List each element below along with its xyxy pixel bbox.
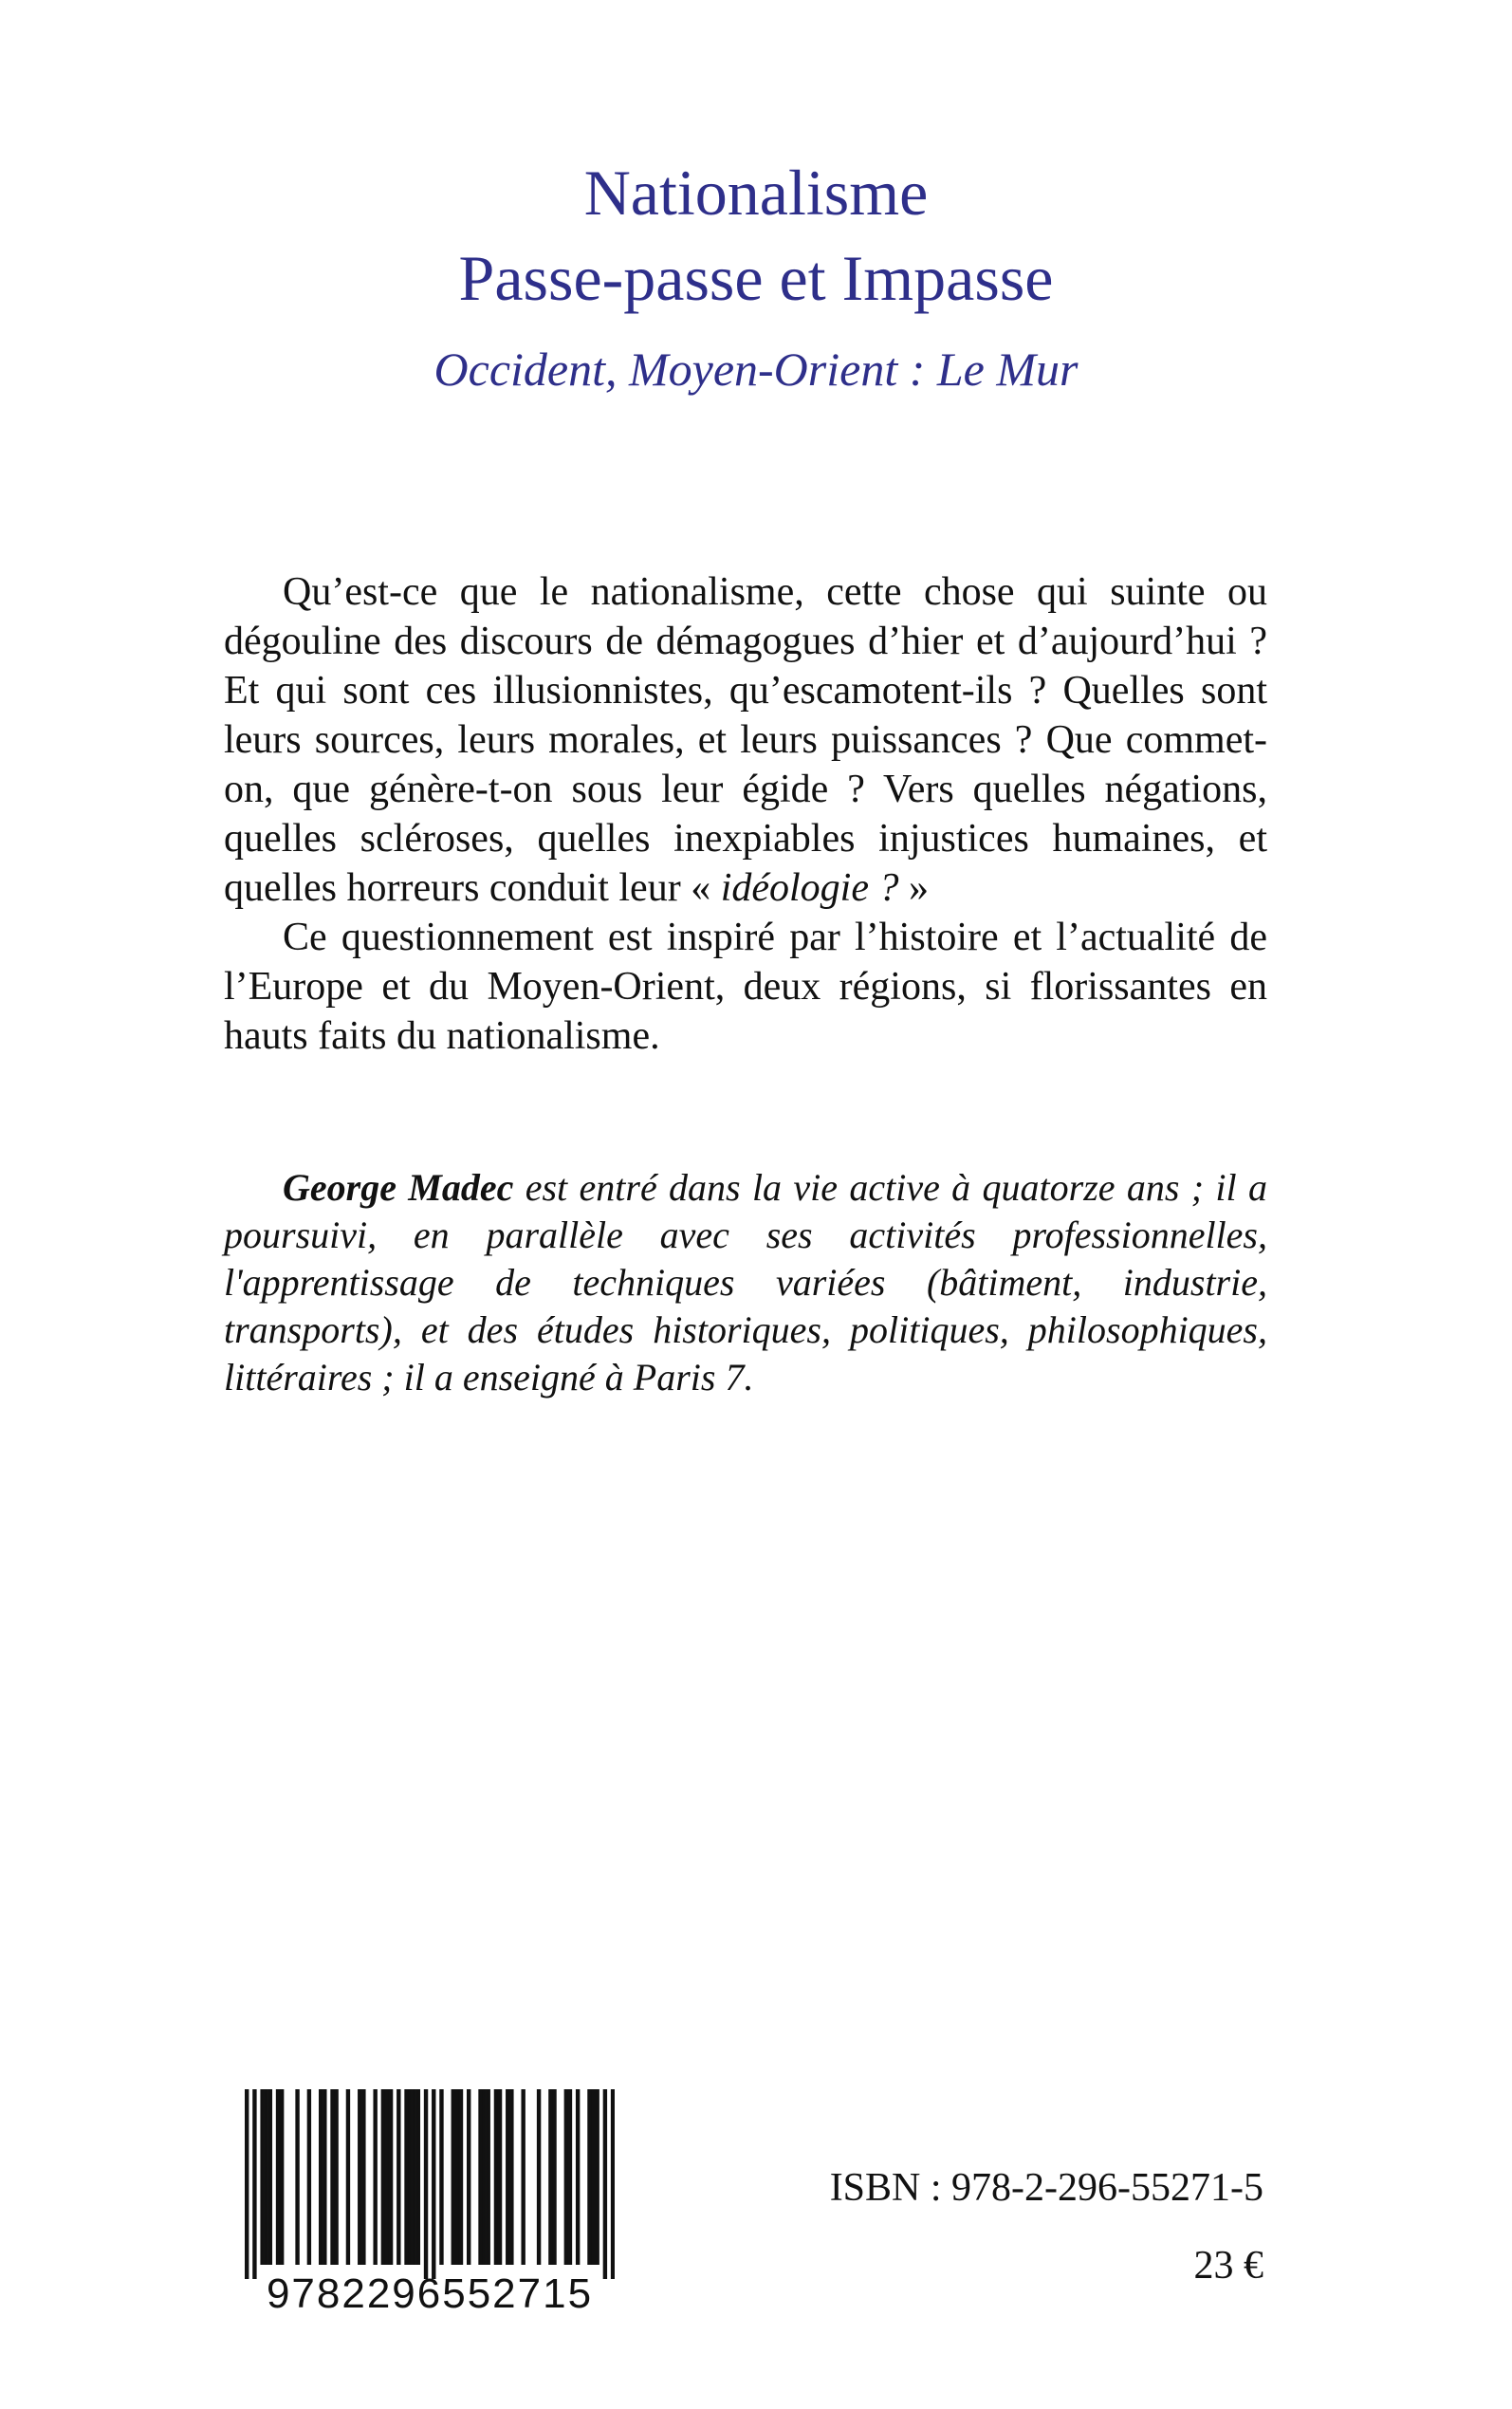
blurb-text: [224, 567, 1267, 1061]
title-block: [0, 150, 1512, 402]
barcode-bar: [265, 2089, 268, 2265]
barcode-bar: [478, 2089, 482, 2265]
barcode-bar: [568, 2089, 572, 2265]
barcode-bar: [385, 2089, 389, 2265]
book-title-line-1: Nationalisme: [583, 157, 929, 229]
barcode-bar: [252, 2089, 256, 2279]
barcode-bar: [260, 2089, 264, 2265]
isbn-barcode: [245, 2089, 615, 2336]
barcode-bar: [373, 2089, 377, 2265]
barcode-bar: [494, 2089, 498, 2265]
author-name: George Madec: [283, 1166, 514, 1209]
barcode-bar: [323, 2089, 326, 2265]
barcode-bar: [346, 2089, 350, 2265]
barcode-bar: [413, 2089, 416, 2265]
isbn-number: ISBN : 978-2-296-55271-5: [829, 2166, 1263, 2210]
barcode-bar: [432, 2089, 435, 2279]
barcode-bar: [521, 2089, 525, 2265]
barcode-bar: [361, 2089, 365, 2265]
barcode-bar: [295, 2089, 299, 2265]
author-bio: [224, 1164, 1267, 1401]
barcode-bar: [587, 2089, 591, 2265]
barcode-bar: [591, 2089, 595, 2265]
barcode-bar: [452, 2089, 455, 2265]
blurb-paragraph-1-emphasis: idéologie ?: [720, 866, 899, 910]
barcode-bar: [330, 2089, 334, 2265]
barcode-bar: [595, 2089, 599, 2265]
barcode-bar: [245, 2089, 249, 2279]
barcode-bar: [552, 2089, 556, 2265]
barcode-bar: [424, 2089, 428, 2279]
book-title-line-2: Passe-passe et Impasse: [458, 242, 1054, 314]
barcode-bar: [404, 2089, 408, 2265]
barcode-bar: [416, 2089, 420, 2265]
author-bio-text: est entré dans la vie active à quatorze ans ; il a poursuivi, en parallèle avec ses activités professionnelles, l'apprentissage de techniques variées (bâtiment, industrie, transports), et des études historiques, politiques, philosophiques, littéraires ; il a enseigné à Paris 7.: [224, 1166, 1267, 1399]
price: 23 €: [1193, 2244, 1263, 2288]
barcode-bar: [509, 2089, 513, 2265]
barcode-bar: [498, 2089, 502, 2265]
barcode-bar: [334, 2089, 338, 2265]
barcode-bar: [467, 2089, 470, 2265]
barcode-bar: [459, 2089, 463, 2265]
blurb-paragraph-2: Ce questionnement est inspiré par l’histoire et l’actualité de l’Europe et du Moyen-Orient, deux régions, si florissantes en hauts faits du nationalisme.: [224, 916, 1267, 1058]
author-bio-paragraph: [224, 1164, 1267, 1401]
barcode-bar: [506, 2089, 509, 2265]
blurb-paragraph-1: [224, 567, 1267, 913]
barcode-bar: [455, 2089, 459, 2265]
barcode-digits: 9782296552715: [266, 2270, 594, 2317]
barcode-bars: [245, 2089, 615, 2279]
barcode-bar: [548, 2089, 552, 2265]
barcode-bar: [307, 2089, 311, 2265]
barcode-bar: [389, 2089, 393, 2265]
barcode-bar: [611, 2089, 615, 2279]
barcode-bar: [381, 2089, 385, 2265]
barcode-bar: [319, 2089, 323, 2265]
barcode-bar: [358, 2089, 361, 2265]
barcode-bar: [564, 2089, 568, 2265]
blurb-paragraph-1-closing: »: [898, 866, 929, 910]
barcode-bar: [439, 2089, 443, 2265]
barcode-bar: [276, 2089, 280, 2265]
barcode-bar: [268, 2089, 272, 2265]
barcode-bar: [537, 2089, 541, 2265]
barcode-bar: [396, 2089, 400, 2265]
barcode-bar: [576, 2089, 580, 2265]
barcode-bar: [280, 2089, 284, 2265]
barcode-bar: [487, 2089, 490, 2265]
barcode-bar: [603, 2089, 607, 2279]
barcode-bar: [408, 2089, 412, 2265]
book-subtitle: Occident, Moyen-Orient : Le Mur: [433, 343, 1079, 396]
barcode-bar: [482, 2089, 486, 2265]
blurb-paragraph-1-text: Qu’est-ce que le nationalisme, cette chose qui suinte ou dégouline des discours de démagogues d’hier et d’aujourd’hui ? Et qui sont ces illusionnistes, qu’escamotent-ils ? Quelles sont leurs sources, leurs morales, et leurs puissances ? Que commet-on, que génère-t-on sous leur égide ? Vers quelles négations, quelles scléroses, quelles inexpiables injustices humaines, et quelles horreurs conduit leur «: [224, 570, 1267, 910]
